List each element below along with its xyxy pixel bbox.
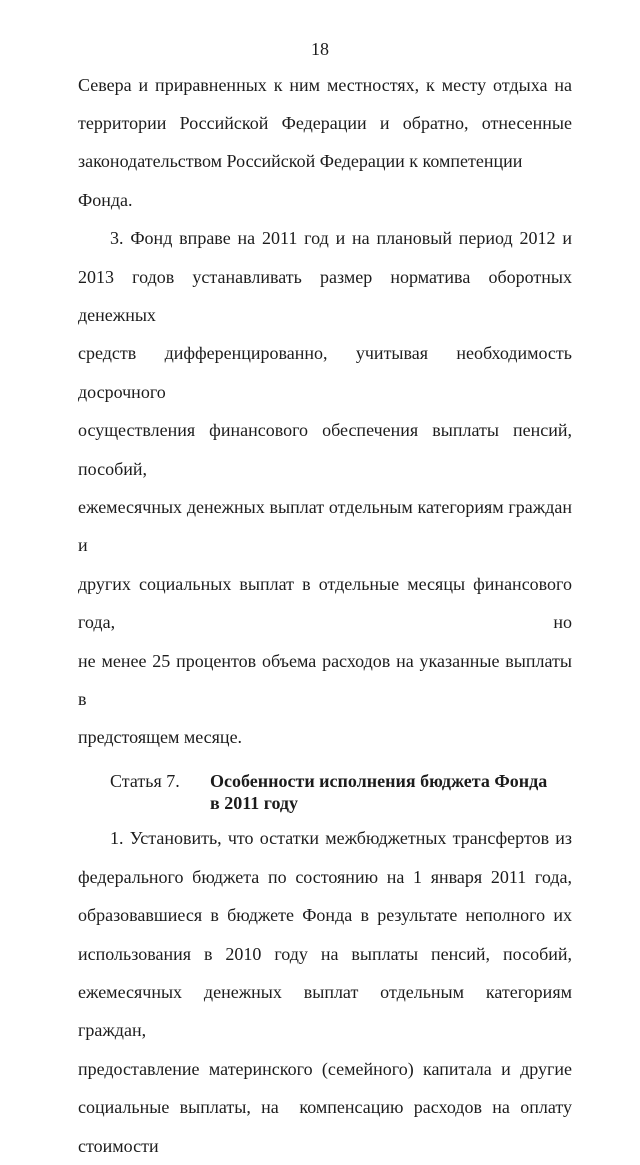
- text-line: 3. Фонд вправе на 2011 год и на плановый период 2012 и: [110, 228, 572, 249]
- text-line: территории Российской Федерации и обратно, отнесенные: [78, 112, 572, 133]
- article-heading: [78, 770, 572, 814]
- text-line: социальные выплаты, на компенсацию расходов на оплату стоимости: [78, 1097, 572, 1156]
- text-line: средств дифференцированно, учитывая необходимость досрочного: [78, 343, 572, 402]
- document-body: [78, 66, 572, 1165]
- article-number-label: Статья 7.: [110, 770, 180, 791]
- text-line: Севера и приравненных к ним местностях, к месту отдыха на: [78, 74, 572, 95]
- text-line: федерального бюджета по состоянию на 1 января 2011 года,: [78, 866, 572, 887]
- text-line: законодательством Российской Федерации к компетенции Фонда.: [78, 151, 523, 210]
- text-line: 1. Установить, что остатки межбюджетных трансфертов из: [110, 828, 572, 849]
- text-line: образовавшиеся в бюджете Фонда в результате неполного их: [78, 905, 572, 926]
- article-title-line: в 2011 году: [210, 792, 299, 813]
- text-line: использования в 2010 году на выплаты пенсий, пособий,: [78, 943, 572, 964]
- paragraph-intro: [78, 66, 572, 220]
- text-line: других социальных выплат в отдельные месяцы финансового года, но: [78, 573, 572, 633]
- text-line: предоставление материнского (семейного) капитала и другие: [78, 1058, 572, 1079]
- paragraph-clause-1: [78, 819, 572, 1165]
- text-line: ежемесячных денежных выплат отдельным категориям граждан и: [78, 496, 572, 556]
- text-line: осуществления финансового обеспечения выплаты пенсий, пособий,: [78, 420, 572, 479]
- text-line: не менее 25 процентов объема расходов на указанные выплаты в: [78, 650, 572, 709]
- text-line: ежемесячных денежных выплат отдельным категориям граждан,: [78, 981, 572, 1041]
- text-line: предстоящем месяце.: [78, 727, 243, 748]
- paragraph-clause-3: [78, 219, 572, 757]
- article-title: [210, 770, 572, 814]
- page-number: 18: [311, 39, 329, 59]
- text-line: 2013 годов устанавливать размер норматива оборотных денежных: [78, 266, 572, 325]
- article-title-line: Особенности исполнения бюджета Фонда: [210, 770, 548, 791]
